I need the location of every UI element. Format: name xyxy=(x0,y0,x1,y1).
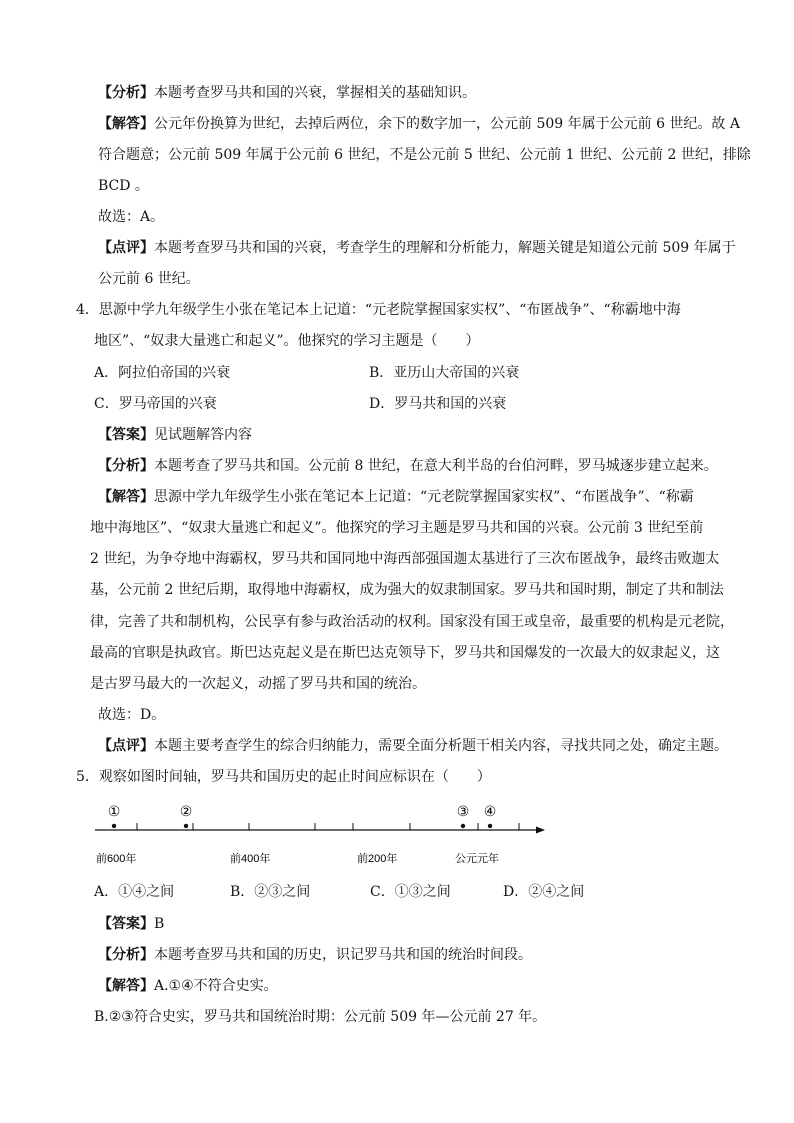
timeline-tick-label: 前400年 xyxy=(230,853,271,865)
timeline-tick-label: 前600年 xyxy=(96,853,137,865)
q4-solution-line: 2 世纪，为争夺地中海霸权，罗马共和国同地中海西部强国迦太基进行了三次布匿战争，最终击败迦太 xyxy=(90,551,720,567)
q4-option-a: A．阿拉伯帝国的兴衰 xyxy=(94,365,231,381)
q4-solution-line: 【解答】思源中学九年级学生小张在笔记本上记道：“元老院掌握国家实权”、“布匿战争”、“称霸 xyxy=(98,489,694,505)
q5-stem: 5．观察如图时间轴，罗马共和国历史的起止时间应标识在（ ） xyxy=(76,769,491,785)
timeline-figure xyxy=(90,798,560,870)
q4-option-c: C．罗马帝国的兴衰 xyxy=(94,396,217,412)
q4-choose: 故选：D。 xyxy=(98,707,166,723)
q5-option-d: D．②④之间 xyxy=(503,884,585,900)
q4-analysis: 【分析】本题考查了罗马共和国。公元前 8 世纪，在意大利半岛的台伯河畔，罗马城逐步建立起来。 xyxy=(98,458,718,474)
q3-solution-line: BCD 。 xyxy=(98,178,149,194)
q3-comment-line: 【点评】本题考查罗马共和国的兴衰，考查学生的理解和分析能力，解题关键是知道公元前 509 年属于 xyxy=(98,240,736,256)
q3-solution-line: 【解答】公元年份换算为世纪，去掉后两位，余下的数字加一，公元前 509 年属于公元前 6 世纪。故 A xyxy=(98,116,740,132)
q5-option-a: A．①④之间 xyxy=(94,884,175,900)
q4-option-b: B．亚历山大帝国的兴衰 xyxy=(369,365,520,381)
timeline-marker-1: ① xyxy=(107,803,121,819)
q3-comment-line: 公元前 6 世纪。 xyxy=(98,271,200,287)
q4-solution-line: 最高的官职是执政官。斯巴达克起义是在斯巴达克领导下，罗马共和国爆发的一次最大的奴隶起义，这 xyxy=(90,645,720,661)
q5-solution-line: 【解答】A.①④不符合史实。 xyxy=(98,978,278,994)
q4-option-d: D．罗马共和国的兴衰 xyxy=(369,396,507,412)
timeline-arrow xyxy=(536,827,545,834)
q4-solution-line: 是古罗马最大的一次起义，动摇了罗马共和国的统治。 xyxy=(90,676,426,692)
q5-option-c: C．①③之间 xyxy=(370,884,451,900)
q5-answer: 【答案】B xyxy=(98,916,165,932)
q3-choose: 故选：A。 xyxy=(98,209,165,225)
q3-analysis: 【分析】本题考查罗马共和国的兴衰，掌握相关的基础知识。 xyxy=(98,85,476,101)
q4-solution-line: 基，公元前 2 世纪后期，取得地中海霸权，成为强大的奴隶制国家。罗马共和国时期，制定了共和制法 xyxy=(90,582,724,598)
timeline-point-1 xyxy=(112,824,116,828)
timeline-marker-4: ④ xyxy=(483,803,497,819)
timeline-marker-2: ② xyxy=(179,803,193,819)
timeline-marker-3: ③ xyxy=(456,803,470,819)
timeline-tick-label: 前200年 xyxy=(357,853,398,865)
q5-solution-line: B.②③符合史实，罗马共和国统治时期：公元前 509 年—公元前 27 年。 xyxy=(94,1009,547,1025)
q4-comment: 【点评】本题主要考查学生的综合归纳能力，需要全面分析题干相关内容，寻找共同之处，确定主题。 xyxy=(98,738,728,754)
q5-analysis: 【分析】本题考查罗马共和国的历史，识记罗马共和国的统治时间段。 xyxy=(98,947,532,963)
q5-option-b: B．②③之间 xyxy=(230,884,311,900)
q4-answer: 【答案】见试题解答内容 xyxy=(98,427,252,443)
timeline-point-3 xyxy=(461,824,465,828)
q3-solution-line: 符合题意；公元前 509 年属于公元前 6 世纪，不是公元前 5 世纪、公元前 1 世纪、公元前 2 世纪，排除 xyxy=(98,147,751,163)
q4-stem-line: 4．思源中学九年级学生小张在笔记本上记道：“元老院掌握国家实权”、“布匿战争”、“称霸地中海 xyxy=(76,302,681,318)
q4-solution-line: 地中海地区”、“奴隶大量逃亡和起义”。他探究的学习主题是罗马共和国的兴衰。公元前 3 世纪至前 xyxy=(90,520,704,536)
q4-solution-line: 律，完善了共和制机构，公民享有参与政治活动的权利。国家没有国王或皇帝，最重要的机构是元老院， xyxy=(90,614,734,630)
timeline-tick-label: 公元元年 xyxy=(455,853,499,865)
timeline-point-4 xyxy=(488,824,492,828)
q4-stem-line: 地区”、“奴隶大量逃亡和起义”。他探究的学习主题是（ ） xyxy=(94,333,480,349)
timeline-point-2 xyxy=(184,824,188,828)
